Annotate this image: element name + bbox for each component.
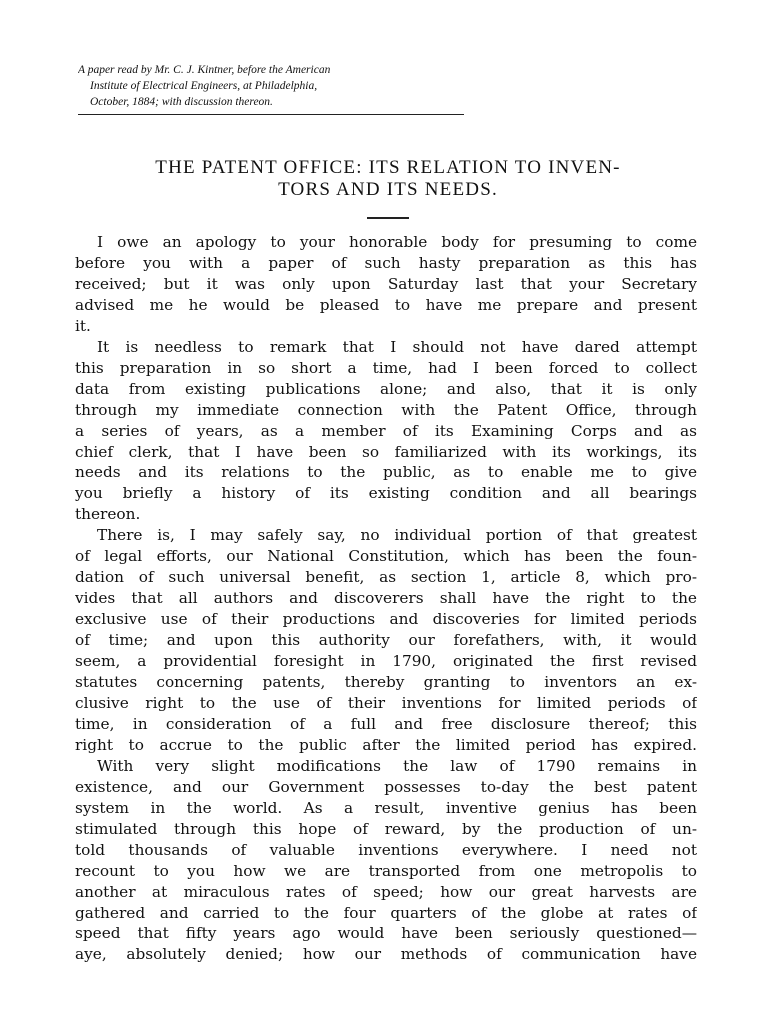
text-line: thereon. xyxy=(75,505,141,524)
text-line: speed that fifty years ago would have been seriously questioned— xyxy=(75,924,697,943)
text-line: you briefly a history of its existing condition and all bearings xyxy=(75,484,697,503)
header-divider xyxy=(78,114,464,115)
text-line: vides that all authors and discoverers shall have the right to the xyxy=(75,589,697,608)
text-line: a series of years, as a member of its Examining Corps and as xyxy=(75,421,697,440)
text-line: existence, and our Government possesses to-day the best patent xyxy=(75,777,697,796)
text-line: another at miraculous rates of speed; how our great harvests are xyxy=(75,882,697,901)
paragraph xyxy=(75,232,697,337)
text-line: data from existing publications alone; and also, that it is only xyxy=(75,379,697,398)
text-line: needs and its relations to the public, as to enable me to give xyxy=(75,463,697,482)
text-line: of time; and upon this authority our forefathers, with, it would xyxy=(75,631,697,650)
text-line: clusive right to the use of their inventions for limited periods of xyxy=(75,693,697,712)
text-line: exclusive use of their productions and discoveries for limited periods xyxy=(75,610,697,629)
text-line: I owe an apology to your honorable body for presuming to come xyxy=(97,233,697,251)
text-line: statutes concerning patents, thereby granting to inventors an ex- xyxy=(75,673,697,692)
text-line: system in the world. As a result, inventive genius has been xyxy=(75,798,697,817)
text-line: gathered and carried to the four quarters of the globe at rates of xyxy=(75,903,697,922)
text-line: seem, a providential foresight in 1790, originated the first revised xyxy=(75,652,697,671)
body-text xyxy=(75,232,697,965)
header-note-line: A paper read by Mr. C. J. Kintner, before the American xyxy=(78,64,331,76)
text-line: advised me he would be pleased to have me prepare and present xyxy=(75,295,697,314)
title-line: TORS AND ITS NEEDS. xyxy=(278,179,498,200)
text-line: There is, I may safely say, no individual portion of that greatest xyxy=(97,526,697,545)
paragraph xyxy=(75,756,697,966)
text-line: right to accrue to the public after the limited period has expired. xyxy=(75,735,697,754)
text-line: stimulated through this hope of reward, by the production of un- xyxy=(75,819,697,838)
text-line: dation of such universal benefit, as section 1, article 8, which pro- xyxy=(75,568,697,587)
paragraph xyxy=(75,337,697,526)
header-note xyxy=(78,62,470,110)
title-line: THE PATENT OFFICE: ITS RELATION TO INVEN- xyxy=(155,157,621,178)
text-line: chief clerk, that I have been so familiarized with its workings, its xyxy=(75,442,697,461)
text-line: told thousands of valuable inventions everywhere. I need not xyxy=(75,840,697,859)
title-divider xyxy=(367,217,409,219)
text-line: It is needless to remark that I should not have dared attempt xyxy=(97,337,697,356)
text-line: of legal efforts, our National Constitution, which has been the foun- xyxy=(75,547,697,566)
text-line: With very slight modifications the law of 1790 remains in xyxy=(97,756,697,775)
text-line: received; but it was only upon Saturday last that your Secretary xyxy=(75,274,697,293)
header-note-line: Institute of Electrical Engineers, at Philadelphia, xyxy=(90,80,318,92)
page-title xyxy=(74,157,702,201)
text-line: this preparation in so short a time, had I been forced to collect xyxy=(75,358,697,377)
header-note-line: October, 1884; with discussion thereon. xyxy=(90,96,273,108)
text-line: recount to you how we are transported from one metropolis to xyxy=(75,861,697,880)
text-line: time, in consideration of a full and free disclosure thereof; this xyxy=(75,714,697,733)
paragraph xyxy=(75,525,697,755)
text-line: aye, absolutely denied; how our methods of communication have xyxy=(75,945,697,964)
text-line: before you with a paper of such hasty preparation as this has xyxy=(75,253,697,272)
text-line: through my immediate connection with the Patent Office, through xyxy=(75,400,697,419)
text-line: it. xyxy=(75,316,91,335)
